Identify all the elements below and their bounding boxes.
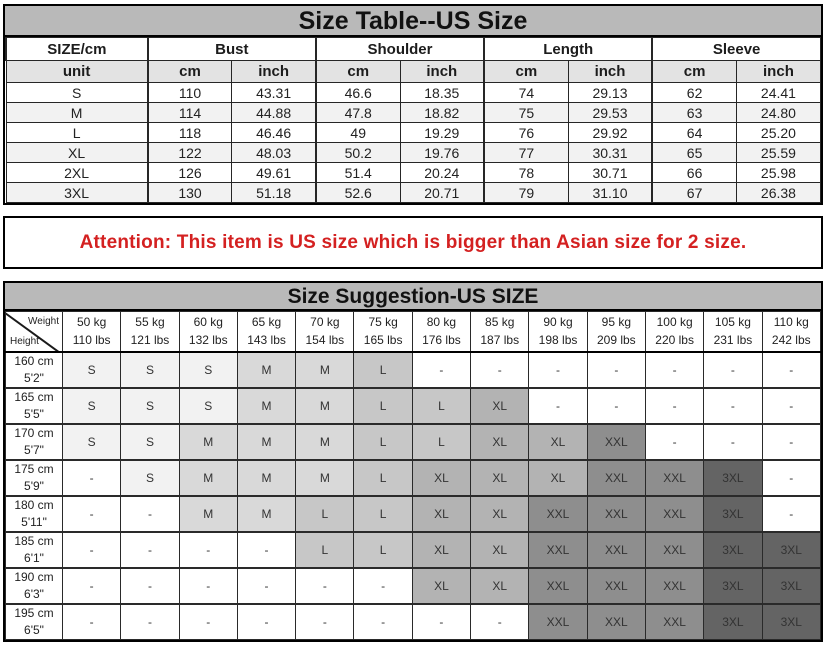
measurement-cell: 50.2: [316, 143, 400, 163]
size-recommendation-cell: XXL: [529, 496, 587, 532]
measurement-cell: 114: [148, 103, 232, 123]
weight-header-cell: [63, 312, 121, 352]
size-recommendation-cell: -: [762, 424, 820, 460]
size-recommendation-cell: -: [237, 604, 295, 640]
size-table-row: [6, 143, 821, 163]
weight-lbs-label: 176 lbs: [422, 333, 461, 348]
height-header-cell: [6, 388, 63, 424]
size-recommendation-cell: XL: [471, 388, 529, 424]
size-recommendation-cell: L: [354, 388, 412, 424]
size-recommendation-cell: XXL: [529, 604, 587, 640]
measurement-cell: 25.20: [736, 123, 820, 143]
height-cm-label: 170 cm: [14, 425, 54, 440]
size-recommendation-cell: M: [179, 496, 237, 532]
size-table-corner-header: SIZE/cm: [6, 38, 148, 61]
measurement-cell: 20.71: [400, 183, 484, 203]
size-recommendation-cell: M: [237, 460, 295, 496]
size-recommendation-cell: XXL: [529, 568, 587, 604]
size-recommendation-cell: XL: [471, 532, 529, 568]
size-recommendation-cell: M: [237, 424, 295, 460]
size-recommendation-cell: M: [237, 352, 295, 388]
size-table-row: [6, 103, 821, 123]
size-recommendation-cell: -: [587, 352, 645, 388]
suggestion-table-section: [3, 281, 823, 642]
size-recommendation-cell: -: [121, 496, 179, 532]
size-recommendation-cell: 3XL: [762, 532, 820, 568]
size-recommendation-cell: XXL: [645, 460, 703, 496]
measurement-cell: 78: [484, 163, 568, 183]
weight-lbs-label: 242 lbs: [771, 333, 811, 348]
measurement-cell: 44.88: [232, 103, 316, 123]
unit-label: inch: [400, 61, 484, 83]
measurement-cell: 51.4: [316, 163, 400, 183]
measurement-cell: 118: [148, 123, 232, 143]
weight-lbs-label: 220 lbs: [655, 333, 694, 348]
size-recommendation-cell: -: [354, 568, 412, 604]
size-recommendation-cell: XL: [471, 496, 529, 532]
size-recommendation-cell: -: [179, 604, 237, 640]
size-recommendation-cell: 3XL: [704, 604, 762, 640]
size-recommendation-cell: -: [237, 532, 295, 568]
size-table-row: [6, 183, 821, 203]
size-recommendation-cell: S: [63, 352, 121, 388]
size-recommendation-cell: -: [121, 568, 179, 604]
size-recommendation-cell: XXL: [587, 568, 645, 604]
size-recommendation-cell: -: [412, 352, 470, 388]
weight-axis-label: Weight: [28, 316, 59, 327]
size-table-group-header: Length: [484, 38, 652, 61]
weight-lbs-label: 187 lbs: [480, 333, 520, 348]
size-recommendation-cell: XL: [412, 532, 470, 568]
height-header-cell: [6, 352, 63, 388]
size-table-section: [3, 4, 823, 205]
size-label-cell: 3XL: [6, 183, 148, 203]
size-recommendation-cell: -: [63, 496, 121, 532]
size-recommendation-cell: XL: [529, 424, 587, 460]
height-header-cell: [6, 496, 63, 532]
measurement-cell: 26.38: [736, 183, 820, 203]
measurement-cell: 52.6: [316, 183, 400, 203]
weight-lbs-label: 132 lbs: [188, 333, 228, 348]
height-header-cell: [6, 604, 63, 640]
size-recommendation-cell: S: [121, 424, 179, 460]
size-table-group-header: Bust: [148, 38, 316, 61]
measurement-cell: 30.31: [568, 143, 652, 163]
weight-header-cell: [587, 312, 645, 352]
size-label-cell: 2XL: [6, 163, 148, 183]
size-recommendation-cell: -: [296, 604, 354, 640]
size-recommendation-cell: L: [412, 424, 470, 460]
measurement-cell: 110: [148, 83, 232, 103]
size-recommendation-cell: -: [63, 568, 121, 604]
size-recommendation-cell: M: [296, 424, 354, 460]
height-ft-label: 5'9": [24, 478, 44, 493]
size-recommendation-cell: L: [354, 496, 412, 532]
size-recommendation-cell: -: [762, 460, 820, 496]
size-recommendation-cell: -: [704, 352, 762, 388]
height-header-cell: [6, 460, 63, 496]
size-label-cell: L: [6, 123, 148, 143]
measurement-cell: 18.35: [400, 83, 484, 103]
size-recommendation-cell: S: [179, 388, 237, 424]
unit-label: inch: [232, 61, 316, 83]
weight-kg-label: 110 kg: [773, 315, 809, 330]
suggestion-table-head: [6, 312, 821, 352]
size-recommendation-cell: XXL: [587, 604, 645, 640]
height-header-cell: [6, 424, 63, 460]
size-table-group-header: Sleeve: [652, 38, 820, 61]
measurement-cell: 75: [484, 103, 568, 123]
suggestion-row: [6, 388, 821, 424]
measurement-cell: 43.31: [232, 83, 316, 103]
weight-header-cell: [529, 312, 587, 352]
size-recommendation-cell: -: [529, 388, 587, 424]
size-table-row: [6, 123, 821, 143]
size-recommendation-cell: M: [296, 388, 354, 424]
size-label-cell: S: [6, 83, 148, 103]
weight-kg-label: 65 kg: [251, 315, 282, 330]
height-ft-label: 5'2": [24, 370, 44, 385]
size-recommendation-cell: -: [412, 604, 470, 640]
size-recommendation-cell: XL: [412, 460, 470, 496]
unit-label: inch: [736, 61, 820, 83]
weight-header-cell: [179, 312, 237, 352]
size-recommendation-cell: 3XL: [704, 496, 762, 532]
suggestion-row: [6, 532, 821, 568]
size-recommendation-cell: 3XL: [704, 568, 762, 604]
weight-lbs-label: 198 lbs: [538, 333, 578, 348]
size-recommendation-cell: 3XL: [762, 568, 820, 604]
size-recommendation-cell: M: [237, 496, 295, 532]
size-recommendation-cell: L: [354, 424, 412, 460]
height-header-cell: [6, 568, 63, 604]
size-recommendation-cell: L: [296, 496, 354, 532]
size-recommendation-cell: S: [63, 424, 121, 460]
size-recommendation-cell: L: [354, 460, 412, 496]
size-recommendation-cell: -: [471, 604, 529, 640]
suggestion-header-row: [6, 312, 821, 352]
height-ft-label: 5'7": [24, 442, 44, 457]
size-recommendation-cell: 3XL: [704, 532, 762, 568]
size-recommendation-cell: S: [63, 388, 121, 424]
measurement-cell: 122: [148, 143, 232, 163]
weight-kg-label: 55 kg: [135, 315, 165, 330]
size-recommendation-cell: -: [63, 604, 121, 640]
suggestion-row: [6, 568, 821, 604]
weight-kg-label: 105 kg: [714, 315, 751, 330]
measurement-cell: 29.13: [568, 83, 652, 103]
weight-header-cell: [121, 312, 179, 352]
weight-lbs-label: 110 lbs: [72, 333, 111, 348]
size-recommendation-cell: S: [121, 352, 179, 388]
size-recommendation-cell: 3XL: [704, 460, 762, 496]
height-ft-label: 6'1": [24, 550, 44, 565]
size-table-group-header: Shoulder: [316, 38, 484, 61]
size-table-head: [6, 38, 821, 83]
measurement-cell: 29.53: [568, 103, 652, 123]
weight-header-cell: [412, 312, 470, 352]
weight-kg-label: 75 kg: [368, 315, 398, 330]
unit-label: cm: [652, 61, 736, 83]
measurement-cell: 24.80: [736, 103, 820, 123]
weight-header-cell: [471, 312, 529, 352]
measurement-cell: 19.76: [400, 143, 484, 163]
measurement-cell: 63: [652, 103, 736, 123]
height-cm-label: 160 cm: [14, 353, 54, 368]
size-recommendation-cell: XXL: [645, 604, 703, 640]
suggestion-table: [5, 311, 821, 640]
measurement-cell: 79: [484, 183, 568, 203]
size-recommendation-cell: -: [762, 352, 820, 388]
size-recommendation-cell: -: [63, 460, 121, 496]
measurement-cell: 48.03: [232, 143, 316, 163]
weight-kg-label: 60 kg: [193, 315, 223, 330]
size-recommendation-cell: L: [296, 532, 354, 568]
measurement-cell: 65: [652, 143, 736, 163]
height-cm-label: 190 cm: [14, 569, 54, 584]
suggestion-row: [6, 460, 821, 496]
weight-height-corner: [6, 312, 63, 352]
measurement-cell: 67: [652, 183, 736, 203]
size-recommendation-cell: -: [704, 388, 762, 424]
size-table-unit-row: [6, 61, 821, 83]
measurement-cell: 25.59: [736, 143, 820, 163]
measurement-cell: 126: [148, 163, 232, 183]
size-recommendation-cell: XL: [471, 424, 529, 460]
measurement-cell: 64: [652, 123, 736, 143]
measurement-cell: 31.10: [568, 183, 652, 203]
measurement-cell: 74: [484, 83, 568, 103]
unit-label: cm: [316, 61, 400, 83]
size-recommendation-cell: M: [237, 388, 295, 424]
measurement-cell: 49: [316, 123, 400, 143]
measurement-cell: 18.82: [400, 103, 484, 123]
size-recommendation-cell: XXL: [645, 532, 703, 568]
height-ft-label: 5'5": [24, 406, 44, 421]
measurement-cell: 66: [652, 163, 736, 183]
height-ft-label: 5'11": [21, 514, 47, 529]
weight-kg-label: 85 kg: [485, 315, 515, 330]
size-table-title: Size Table--US Size: [5, 6, 821, 37]
size-recommendation-cell: XL: [412, 496, 470, 532]
size-recommendation-cell: -: [63, 532, 121, 568]
size-recommendation-cell: L: [412, 388, 470, 424]
height-cm-label: 195 cm: [14, 605, 54, 620]
size-recommendation-cell: L: [354, 352, 412, 388]
unit-label: cm: [148, 61, 232, 83]
weight-header-cell: [762, 312, 820, 352]
size-table-group-row: [6, 38, 821, 61]
size-recommendation-cell: -: [762, 388, 820, 424]
height-axis-label: Height: [10, 335, 39, 347]
size-table: [5, 37, 821, 203]
size-recommendation-cell: -: [645, 424, 703, 460]
weight-kg-label: 80 kg: [426, 315, 457, 330]
size-recommendation-cell: -: [121, 604, 179, 640]
weight-header-cell: [645, 312, 703, 352]
measurement-cell: 24.41: [736, 83, 820, 103]
weight-header-cell: [704, 312, 762, 352]
size-recommendation-cell: L: [354, 532, 412, 568]
unit-label: inch: [568, 61, 652, 83]
height-header-cell: [6, 532, 63, 568]
size-recommendation-cell: XL: [471, 568, 529, 604]
size-label-cell: XL: [6, 143, 148, 163]
size-recommendation-cell: -: [645, 388, 703, 424]
size-recommendation-cell: -: [354, 604, 412, 640]
size-recommendation-cell: XXL: [529, 532, 587, 568]
size-recommendation-cell: M: [296, 460, 354, 496]
weight-lbs-label: 165 lbs: [363, 333, 403, 348]
size-recommendation-cell: -: [179, 532, 237, 568]
suggestion-row: [6, 352, 821, 388]
weight-lbs-label: 154 lbs: [305, 333, 345, 348]
weight-kg-label: 100 kg: [656, 315, 693, 330]
suggestion-table-body: [6, 352, 821, 640]
size-recommendation-cell: XXL: [645, 568, 703, 604]
measurement-cell: 62: [652, 83, 736, 103]
weight-lbs-label: 143 lbs: [247, 333, 286, 348]
measurement-cell: 47.8: [316, 103, 400, 123]
size-recommendation-cell: S: [121, 388, 179, 424]
size-recommendation-cell: XL: [412, 568, 470, 604]
weight-lbs-label: 209 lbs: [596, 333, 636, 348]
measurement-cell: 29.92: [568, 123, 652, 143]
height-ft-label: 6'5": [24, 622, 44, 637]
size-recommendation-cell: -: [121, 532, 179, 568]
size-recommendation-cell: -: [762, 496, 820, 532]
measurement-cell: 77: [484, 143, 568, 163]
weight-kg-label: 50 kg: [76, 315, 107, 330]
unit-row-label: unit: [6, 61, 148, 83]
size-recommendation-cell: M: [179, 460, 237, 496]
measurement-cell: 46.6: [316, 83, 400, 103]
suggestion-table-title: Size Suggestion-US SIZE: [5, 283, 821, 311]
weight-kg-label: 90 kg: [543, 315, 573, 330]
size-table-body: [6, 83, 821, 203]
size-recommendation-cell: XXL: [587, 424, 645, 460]
weight-header-cell: [296, 312, 354, 352]
height-cm-label: 185 cm: [14, 533, 54, 548]
suggestion-row: [6, 604, 821, 640]
size-recommendation-cell: 3XL: [762, 604, 820, 640]
size-recommendation-cell: -: [296, 568, 354, 604]
measurement-cell: 19.29: [400, 123, 484, 143]
measurement-cell: 20.24: [400, 163, 484, 183]
size-recommendation-cell: M: [179, 424, 237, 460]
size-recommendation-cell: XXL: [587, 460, 645, 496]
size-recommendation-cell: XL: [529, 460, 587, 496]
size-recommendation-cell: M: [296, 352, 354, 388]
size-recommendation-cell: -: [645, 352, 703, 388]
size-recommendation-cell: S: [179, 352, 237, 388]
size-label-cell: M: [6, 103, 148, 123]
attention-box: [3, 216, 823, 269]
height-cm-label: 165 cm: [14, 389, 54, 404]
size-recommendation-cell: -: [179, 568, 237, 604]
measurement-cell: 46.46: [232, 123, 316, 143]
weight-lbs-label: 121 lbs: [130, 333, 170, 348]
weight-header-cell: [354, 312, 412, 352]
size-table-row: [6, 83, 821, 103]
unit-label: cm: [484, 61, 568, 83]
size-table-row: [6, 163, 821, 183]
weight-header-cell: [237, 312, 295, 352]
measurement-cell: 51.18: [232, 183, 316, 203]
suggestion-row: [6, 496, 821, 532]
size-recommendation-cell: XL: [471, 460, 529, 496]
size-recommendation-cell: -: [587, 388, 645, 424]
size-recommendation-cell: S: [121, 460, 179, 496]
measurement-cell: 130: [148, 183, 232, 203]
weight-kg-label: 70 kg: [310, 315, 340, 330]
height-cm-label: 180 cm: [14, 497, 54, 512]
attention-text: Attention: This item is US size which is bigger than Asian size for 2 size.: [79, 231, 747, 253]
size-recommendation-cell: XXL: [645, 496, 703, 532]
weight-kg-label: 95 kg: [601, 315, 631, 330]
height-ft-label: 6'3": [24, 586, 44, 601]
measurement-cell: 76: [484, 123, 568, 143]
size-recommendation-cell: XXL: [587, 532, 645, 568]
suggestion-row: [6, 424, 821, 460]
size-recommendation-cell: -: [529, 352, 587, 388]
height-cm-label: 175 cm: [14, 461, 54, 476]
size-recommendation-cell: XXL: [587, 496, 645, 532]
weight-lbs-label: 231 lbs: [713, 333, 753, 348]
size-recommendation-cell: -: [704, 424, 762, 460]
measurement-cell: 30.71: [568, 163, 652, 183]
size-recommendation-cell: -: [471, 352, 529, 388]
measurement-cell: 25.98: [736, 163, 820, 183]
measurement-cell: 49.61: [232, 163, 316, 183]
size-recommendation-cell: -: [237, 568, 295, 604]
